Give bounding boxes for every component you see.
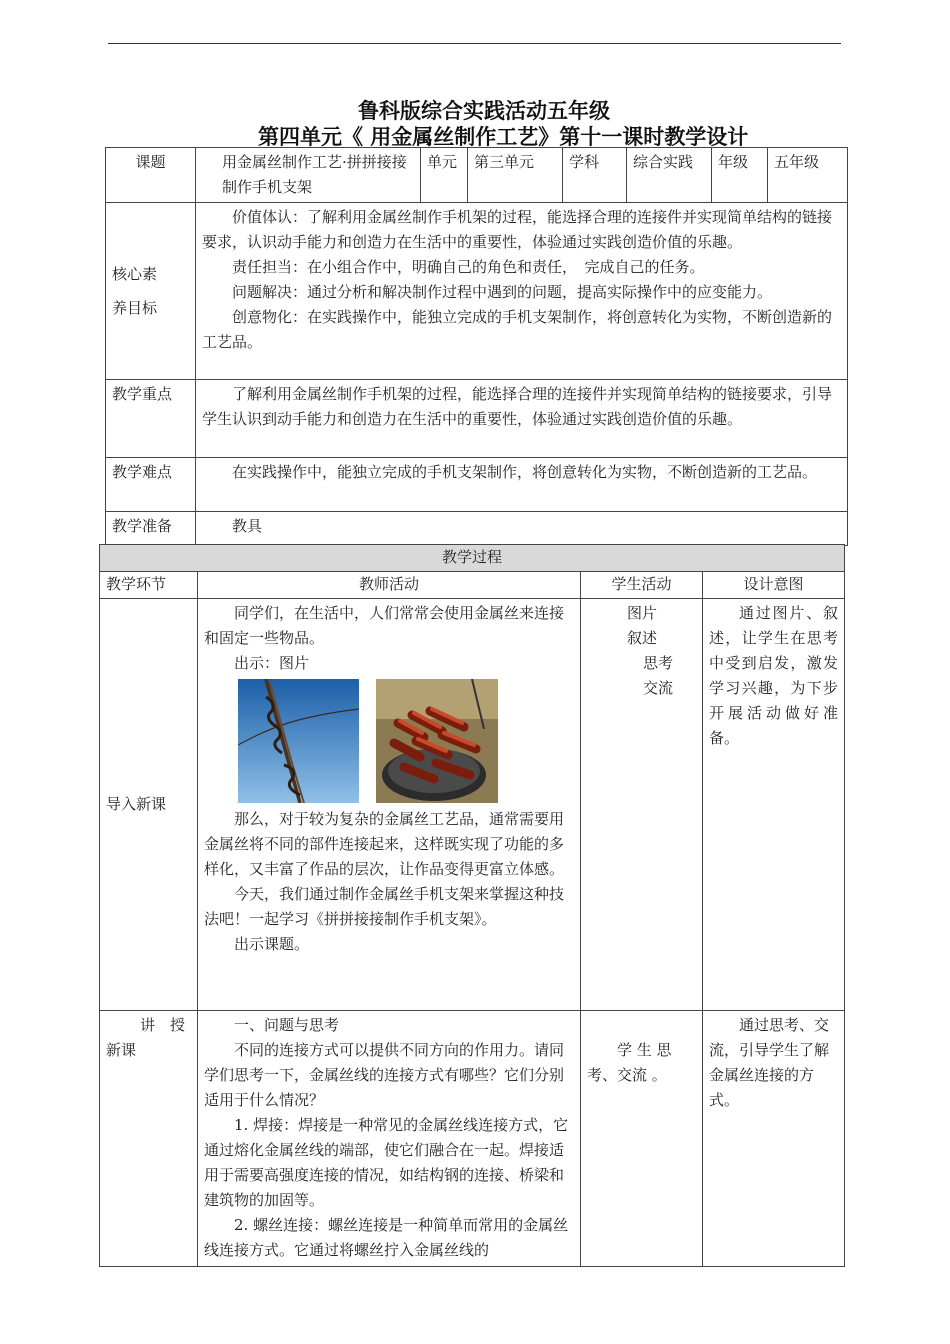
sausage-photo <box>376 679 498 803</box>
topic-label: 课题 <box>106 148 196 203</box>
student-intro-3: 思考 <box>643 654 674 672</box>
prep-text: 教具 <box>196 512 848 546</box>
intro-photos <box>204 679 574 803</box>
wire-photo <box>238 679 359 803</box>
teacher-intro-p3: 那么，对于较为复杂的金属丝工艺品，通常需要用金属丝将不同的部件连接起来，这样既实现了功能的多样化，又丰富了作品的层次，让作品变得更富立体感。 <box>204 810 565 878</box>
header-rule <box>108 43 841 44</box>
teacher-intro-p2: 出示：图片 <box>234 654 310 672</box>
process-title: 教学过程 <box>100 545 845 572</box>
core-goal-2: 责任担当：在小组合作中，明确自己的角色和责任， 完成自己的任务。 <box>232 258 705 276</box>
teacher-teach <box>198 1011 581 1267</box>
student-intro <box>581 599 703 1011</box>
unit-value: 第三单元 <box>468 148 563 203</box>
core-goals <box>196 203 848 380</box>
teacher-teach-heading: 一、问题与思考 <box>234 1016 340 1034</box>
process-table <box>99 544 845 1267</box>
difficult-label: 教学难点 <box>106 458 196 512</box>
stage-intro: 导入新课 <box>100 599 198 1011</box>
difficult-text: 在实践操作中，能独立完成的手机支架制作，将创意转化为实物，不断创造新的工艺品。 <box>196 458 848 512</box>
stage-teach-2: 新课 <box>106 1041 137 1059</box>
col-student: 学生活动 <box>581 572 703 599</box>
teacher-teach-p2: 1. 焊接：焊接是一种常见的金属丝线连接方式，它通过熔化金属丝线的端部，使它们融合在一起。焊接适用于需要高强度连接的情况，如结构钢的连接、桥梁和建筑物的加固等。 <box>204 1116 569 1209</box>
intent-intro: 通过图片、叙述，让学生在思考中受到启发，激发学习兴趣，为下步开展活动做好准备。 <box>703 599 845 1011</box>
key-label: 教学重点 <box>106 380 196 458</box>
col-teacher: 教师活动 <box>198 572 581 599</box>
col-intent: 设计意图 <box>703 572 845 599</box>
info-table <box>105 147 848 546</box>
teacher-teach-p3: 2. 螺丝连接：螺丝连接是一种简单而常用的金属丝线连接方式。它通过将螺丝拧入金属丝线的 <box>204 1216 569 1259</box>
stage-teach <box>100 1011 198 1267</box>
key-text: 了解利用金属丝制作手机架的过程，能选择合理的连接件并实现简单结构的链接要求，引导学生认识到动手能力和创造力在生活中的重要性，体验通过实践创造价值的乐趣。 <box>196 380 848 458</box>
intent-teach: 通过思考、交流，引导学生了解金属丝连接的方式。 <box>703 1011 845 1267</box>
teacher-intro <box>198 599 581 1011</box>
teacher-intro-p1: 同学们，在生活中，人们常常会使用金属丝来连接和固定一些物品。 <box>204 604 565 647</box>
grade-label: 年级 <box>712 148 768 203</box>
teacher-intro-p5: 出示课题。 <box>234 935 310 953</box>
stage-teach-1: 讲 授 <box>140 1016 186 1034</box>
prep-label: 教学准备 <box>106 512 196 546</box>
teacher-teach-p1: 不同的连接方式可以提供不同方向的作用力。请同学们思考一下，金属丝线的连接方式有哪些？它们分别适用于什么情况？ <box>204 1041 565 1109</box>
core-goal-1: 价值体认：了解利用金属丝制作手机架的过程，能选择合理的连接件并实现简单结构的链接要求，认识动手能力和创造力在生活中的重要性，体验通过实践创造价值的乐趣。 <box>202 208 833 251</box>
doc-title: 鲁科版综合实践活动五年级 <box>358 99 610 123</box>
student-intro-2: 叙述 <box>627 629 658 647</box>
student-intro-1: 图片 <box>627 604 658 622</box>
core-goal-4: 创意物化：在实践操作中，能独立完成的手机支架制作，将创意转化为实物，不断创造新的工艺品。 <box>202 308 833 351</box>
unit-label: 单元 <box>421 148 468 203</box>
doc-subtitle: 第四单元《 用金属丝制作工艺》第十一课时教学设计 <box>258 125 749 149</box>
core-label-line2: 养目标 <box>112 298 158 317</box>
topic-value: 用金属丝制作工艺·拼拼接接制作手机支架 <box>196 148 421 203</box>
student-intro-4: 交流 <box>643 679 674 697</box>
teacher-intro-p4: 今天，我们通过制作金属丝手机支架来掌握这种技法吧！一起学习《拼拼接接制作手机支架》。 <box>204 885 565 928</box>
core-label <box>106 203 196 380</box>
subject-value: 综合实践 <box>627 148 712 203</box>
col-stage: 教学环节 <box>100 572 198 599</box>
core-goal-3: 问题解决：通过分析和解决制作过程中遇到的问题，提高实际操作中的应变能力。 <box>232 283 773 301</box>
subject-label: 学科 <box>563 148 627 203</box>
student-teach: 学 生 思 考、交流 。 <box>581 1011 703 1267</box>
grade-value: 五年级 <box>768 148 848 203</box>
core-label-line1: 核心素 <box>112 264 158 283</box>
